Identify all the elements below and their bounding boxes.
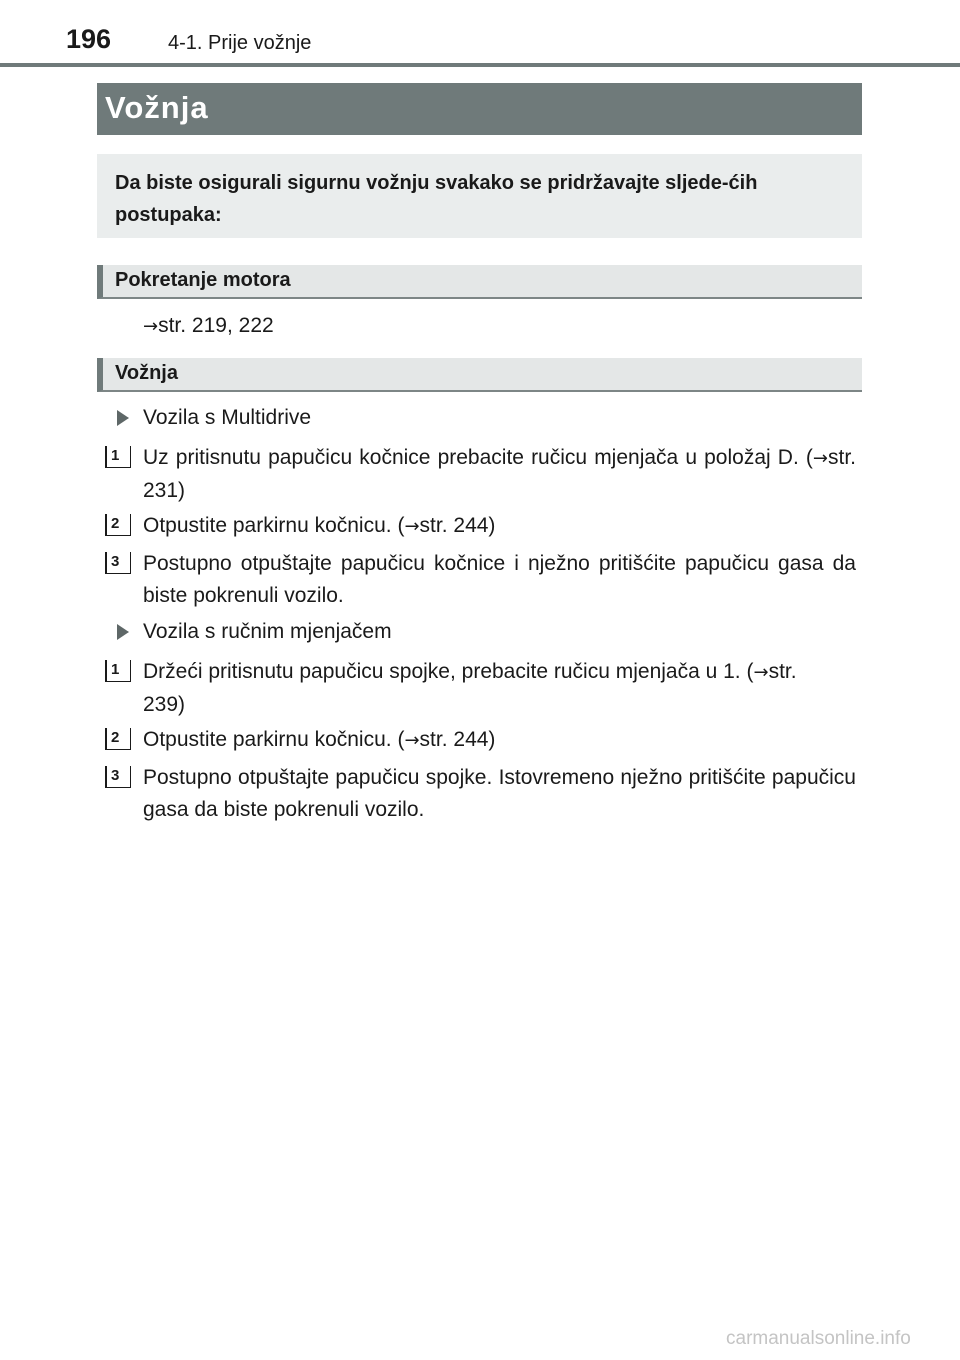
step-number-box: 1	[105, 446, 131, 468]
step-number-box: 3	[105, 766, 131, 788]
step-number-box: 2	[105, 728, 131, 750]
triangle-bullet-icon	[117, 624, 129, 640]
step-number-box: 3	[105, 552, 131, 574]
step-number-box: 2	[105, 514, 131, 536]
page-number: 196	[66, 24, 112, 54]
sub-head-engine-start	[97, 265, 862, 299]
step-text: Otpustite parkirnu kočnicu. (→str. 244)	[143, 728, 496, 751]
title-bar	[97, 83, 862, 135]
watermark: carmanualsonline.info	[726, 1328, 911, 1349]
intro-text: Da biste osigurali sigurnu vožnju svakako se pridržavajte sljede-ćih postupaka:	[115, 172, 758, 226]
step-text: Postupno otpuštajte papučicu kočnice i nježno pritišćite papučicu gasa da biste pokrenuli vozilo.	[143, 552, 856, 607]
arrow-icon: →	[812, 448, 828, 469]
arrow-icon: →	[404, 516, 420, 537]
intro-box	[97, 154, 862, 238]
manual-label: Vozila s ručnim mjenjačem	[143, 620, 392, 643]
ref-link[interactable]: str. 244)	[419, 728, 496, 751]
sub-head-label: Vožnja	[115, 362, 178, 384]
multidrive-label: Vozila s Multidrive	[143, 406, 312, 429]
step-number-box: 1	[105, 660, 131, 682]
ref-link[interactable]: str. 231)	[143, 446, 856, 502]
ref-link[interactable]: str. 219, 222	[158, 314, 274, 337]
ref-link[interactable]: str. 244)	[419, 514, 496, 537]
step-text: Otpustite parkirnu kočnicu. (→str. 244)	[143, 514, 496, 537]
page-title: Vožnja	[105, 90, 209, 125]
arrow-icon: →	[753, 662, 769, 683]
step-text: Postupno otpuštajte papučicu spojke. Istovremeno nježno pritišćite papučicu gasa da biste pokrenuli vozilo.	[143, 766, 856, 821]
triangle-bullet-icon	[117, 410, 129, 426]
header-rule	[0, 63, 960, 67]
step-text: Uz pritisnutu papučicu kočnice prebacite ručicu mjenjača u položaj D. (→str. 231)	[143, 446, 856, 502]
section-label: 4-1. Prije vožnje	[168, 32, 312, 54]
arrow-icon: →	[404, 730, 420, 751]
sub-head-label: Pokretanje motora	[115, 269, 291, 291]
sub-head-driving	[97, 358, 862, 392]
step-text: Držeći pritisnutu papučicu spojke, prebacite ručicu mjenjača u 1. (→str. 239)	[143, 660, 797, 716]
ref-link[interactable]: str. 239)	[143, 660, 797, 716]
arrow-icon: →	[143, 316, 159, 337]
engine-start-ref	[143, 310, 274, 343]
